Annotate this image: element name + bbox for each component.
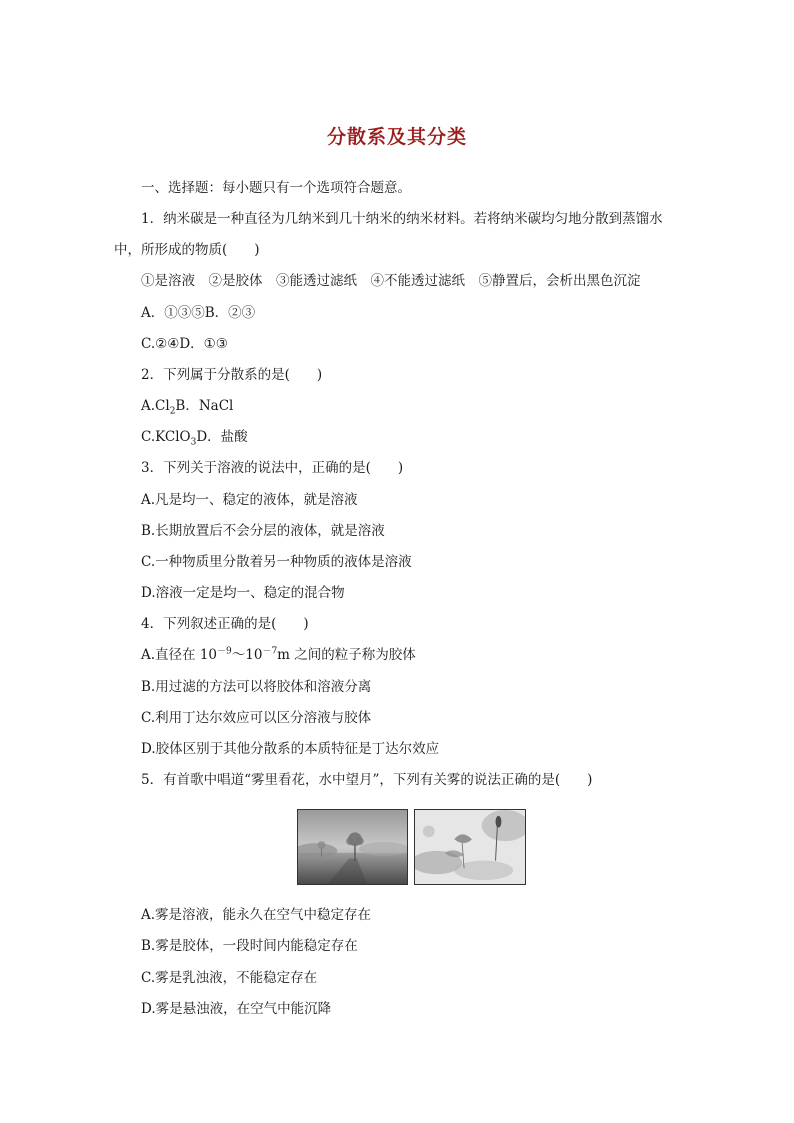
q4-choice-b: B.用过滤的方法可以将胶体和溶液分离	[141, 679, 372, 695]
q2-choice-ab	[141, 397, 233, 415]
q1-choice-ab: A．①③⑤B．②③	[141, 305, 256, 321]
q3-stem: 3．下列关于溶液的说法中，正确的是( )	[141, 460, 404, 476]
q4-a-prefix: A.直径在 10	[141, 647, 218, 663]
section-heading: 一、选择题：每小题只有一个选项符合题意。	[141, 180, 411, 196]
q2-a-prefix: A.Cl	[141, 398, 170, 414]
q4-stem: 4．下列叙述正确的是( )	[141, 616, 309, 632]
q4-choice-a	[141, 646, 416, 664]
q2-a-sub: 2	[169, 406, 176, 417]
q2-c-prefix: C.KClO	[141, 429, 191, 445]
q3-choice-c: C.一种物质里分散着另一种物质的液体是溶液	[141, 554, 412, 570]
q5-choice-c: C.雾是乳浊液，不能稳定存在	[141, 970, 318, 986]
q3-choice-d: D.溶液一定是均一、稳定的混合物	[141, 585, 345, 601]
q5-choice-b: B.雾是胶体，一段时间内能稳定存在	[141, 938, 358, 954]
q1-stem-line2: 中，所形成的物质( )	[114, 242, 260, 258]
q3-choice-a: A.凡是均一、稳定的液体，就是溶液	[141, 492, 358, 508]
q2-stem: 2．下列属于分散系的是( )	[141, 367, 323, 383]
q4-a-sup2: －7	[262, 646, 278, 657]
q4-choice-d: D.胶体区别于其他分散系的本质特征是丁达尔效应	[141, 741, 440, 757]
q4-a-rest: m 之间的粒子称为胶体	[277, 647, 416, 663]
q5-stem: 5．有首歌中唱道“雾里看花，水中望月”，下列有关雾的说法正确的是( )	[141, 772, 593, 788]
q4-a-mid: ～10	[231, 647, 263, 663]
q5-choice-d: D.雾是悬浊液，在空气中能沉降	[141, 1001, 332, 1017]
q1-options-statement: ①是溶液 ②是胶体 ③能透过滤纸 ④不能透过滤纸 ⑤静置后，会析出黑色沉淀	[141, 273, 641, 289]
q4-a-sup1: －9	[217, 646, 232, 657]
ink-lotus-painting	[414, 809, 526, 885]
q1-choice-cd: C.②④D．①③	[141, 336, 228, 352]
q5-choice-a: A.雾是溶液，能永久在空气中稳定存在	[141, 907, 372, 923]
q2-c-sub: 3	[190, 437, 197, 448]
page-title: 分散系及其分类	[326, 126, 467, 148]
q2-c-rest: D．盐酸	[196, 429, 248, 445]
q2-choice-cd	[141, 428, 248, 446]
q3-choice-b: B.长期放置后不会分层的液体，就是溶液	[141, 523, 385, 539]
q2-a-rest: B．NaCl	[175, 398, 234, 414]
q1-stem-line1: 1．纳米碳是一种直径为几纳米到几十纳米的纳米材料。若将纳米碳均匀地分散到蒸馏水	[141, 211, 663, 227]
fog-field-photo	[297, 809, 408, 885]
q4-choice-c: C.利用丁达尔效应可以区分溶液与胶体	[141, 710, 372, 726]
